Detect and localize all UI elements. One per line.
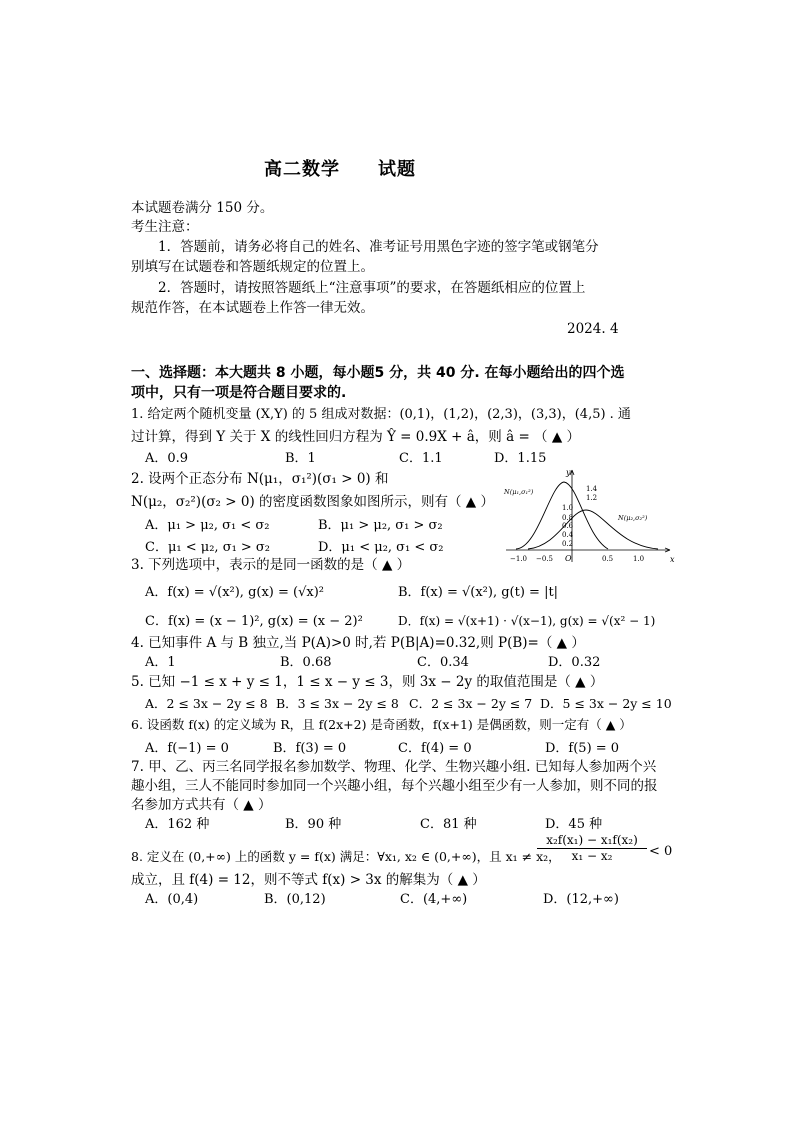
section-heading-line1: 一、选择题：本大题共 8 小题，每小题5 分，共 40 分. 在每小题给出的四个选 [131, 365, 625, 381]
q4-option-d: D．0.32 [548, 655, 601, 670]
q8-option-a: A．(0,4) [145, 892, 199, 907]
x-tick-label: −0.5 [536, 555, 553, 563]
q7-option-a: A．162 种 [145, 817, 210, 832]
q8-fraction-denominator: x₁ − x₂ [571, 849, 613, 863]
q3-option-d: D．f(x) = √(x+1) · √(x−1), g(x) = √(x² − 1) [398, 614, 656, 628]
question-8-line2: 成立，且 f(4) = 12，则不等式 f(x) > 3x 的解集为（ ▲ ） [131, 872, 486, 888]
question-7-line2: 趣小组，三人不能同时参加同一个兴趣小组，每个兴趣小组至少有一人参加，则不同的报 [131, 778, 658, 794]
y-axis-label: y [566, 468, 571, 477]
y-tick-label: 1.2 [586, 494, 598, 502]
y-tick-label: 0.8 [562, 514, 574, 522]
question-3-line1: 3. 下列选项中，表示的是同一函数的是（ ▲ ） [131, 557, 411, 573]
notice-item-2b: 规范作答，在本试题卷上作答一律无效。 [131, 300, 374, 316]
q8-fraction [537, 833, 647, 863]
y-tick-label: 0.4 [562, 531, 574, 539]
q6-option-a: A．f(−1) = 0 [145, 741, 229, 756]
q3-option-b: B．f(x) = √(x²), g(t) = |t| [398, 585, 559, 600]
q8-option-d: D．(12,+∞) [543, 892, 619, 907]
x-tick-labels [510, 555, 644, 563]
q5-option-a: A．2 ≤ 3x − 2y ≤ 8 [145, 696, 268, 711]
page-title: 高二数学 试题 [264, 159, 416, 180]
q7-option-d: D．45 种 [545, 817, 603, 832]
q6-option-c: C．f(4) = 0 [398, 741, 472, 756]
q5-option-d: D．5 ≤ 3x − 2y ≤ 10 [540, 696, 672, 711]
q4-option-c: C．0.34 [417, 655, 469, 670]
section-heading-line2: 项中，只有一项是符合题目要求的. [131, 385, 347, 401]
question-7-line3: 名参加方式共有（ ▲ ） [131, 797, 272, 813]
q7-option-b: B．90 种 [285, 817, 342, 832]
y-tick-label: 0.6 [562, 522, 574, 530]
y-tick-label: 1.0 [562, 504, 574, 512]
q1-option-b: B．1 [285, 451, 316, 466]
q5-option-c: C．2 ≤ 3x − 2y ≤ 7 [409, 696, 533, 711]
question-1-line2: 过计算，得到 Y 关于 X 的线性回归方程为 Ŷ = 0.9X + â，则 â = （ ▲ ） [131, 429, 581, 445]
question-1-line1: 1. 给定两个随机变量 (X,Y) 的 5 组成对数据：(0,1)，(1,2)，(2,3)，(3,3)，(4,5) . 通 [131, 407, 631, 422]
notice-heading: 考生注意： [131, 219, 199, 235]
q1-option-a: A．0.9 [145, 451, 189, 466]
question-8-line1: 8. 定义在 (0,+∞) 上的函数 y = f(x) 满足：∀x₁, x₂ ∈ (0,+∞)，且 x₁ ≠ x₂， [131, 849, 561, 864]
q7-option-c: C．81 种 [420, 817, 477, 832]
notice-item-1a: 1．答题前，请务必将自己的姓名、准考证号用黑色字迹的签字笔或钢笔分 [158, 239, 599, 255]
question-2-line1: 2. 设两个正态分布 N(μ₁，σ₁²)(σ₁ > 0) 和 [131, 471, 389, 487]
y-tick-label: 1.4 [586, 485, 598, 493]
q8-option-b: B．(0,12) [264, 892, 326, 907]
q3-option-c: C．f(x) = (x − 1)², g(x) = (x − 2)² [145, 614, 363, 629]
x-tick-label: −1.0 [510, 555, 527, 563]
q2-option-a: A．μ₁ > μ₂, σ₁ < σ₂ [145, 518, 270, 533]
question-5-line1: 5. 已知 −1 ≤ x + y ≤ 1，1 ≤ x − y ≤ 3，则 3x − 2y 的取值范围是（ ▲ ） [131, 674, 604, 690]
q8-fraction-numerator: x₂f(x₁) − x₁f(x₂) [537, 833, 647, 849]
q1-option-c: C．1.1 [399, 451, 443, 466]
notice-item-2a: 2．答题时，请按照答题纸上“注意事项”的要求，在答题纸相应的位置上 [158, 280, 586, 296]
q4-option-a: A．1 [145, 655, 176, 670]
question-4-line1: 4. 已知事件 A 与 B 独立,当 P(A)>0 时,若 P(B|A)=0.32,则 P(B)=（ ▲ ） [131, 635, 585, 651]
q6-option-b: B．f(3) = 0 [273, 741, 347, 756]
curve-n1-label: N(μ₁,σ₁²) [504, 488, 534, 496]
x-axis-label: x [670, 555, 675, 564]
y-tick-label: 0.2 [562, 540, 574, 548]
question-2-line2: N(μ₂，σ₂²)(σ₂ > 0) 的密度函数图象如图所示，则有（ ▲ ） [131, 494, 494, 510]
q1-option-d: D．1.15 [494, 451, 547, 466]
q3-option-a: A．f(x) = √(x²), g(x) = (√x)² [145, 585, 324, 600]
question-7-line1: 7. 甲、乙、丙三名同学报名参加数学、物理、化学、生物兴趣小组. 已知每人参加两个兴 [131, 759, 657, 775]
q8-fraction-tail: < 0 [649, 844, 673, 859]
q2-option-d: D．μ₁ < μ₂, σ₁ < σ₂ [318, 540, 444, 555]
q2-option-c: C．μ₁ < μ₂, σ₁ > σ₂ [145, 540, 271, 555]
notice-item-1b: 别填写在试题卷和答题纸规定的位置上。 [131, 259, 374, 275]
q2-option-b: B．μ₁ > μ₂, σ₁ > σ₂ [318, 518, 443, 533]
q5-option-b: B．3 ≤ 3x − 2y ≤ 8 [276, 696, 399, 711]
curve-n2-label: N(μ₂,σ₂²) [618, 514, 648, 522]
x-tick-label: 1.0 [633, 555, 645, 563]
q8-option-c: C．(4,+∞) [400, 892, 468, 907]
origin-label: O [565, 554, 572, 563]
q4-option-b: B．0.68 [280, 655, 332, 670]
normal-distribution-figure [498, 466, 678, 566]
x-tick-label: 0.5 [602, 555, 614, 563]
question-6-line1: 6. 设函数 f(x) 的定义域为 R，且 f(2x+2) 是奇函数，f(x+1) 是偶函数，则一定有（ ▲ ） [131, 717, 632, 732]
exam-date: 2024. 4 [567, 321, 619, 337]
y-tick-labels [562, 485, 598, 548]
q6-option-d: D．f(5) = 0 [545, 741, 620, 756]
notice-score: 本试题卷满分 150 分。 [131, 200, 274, 216]
